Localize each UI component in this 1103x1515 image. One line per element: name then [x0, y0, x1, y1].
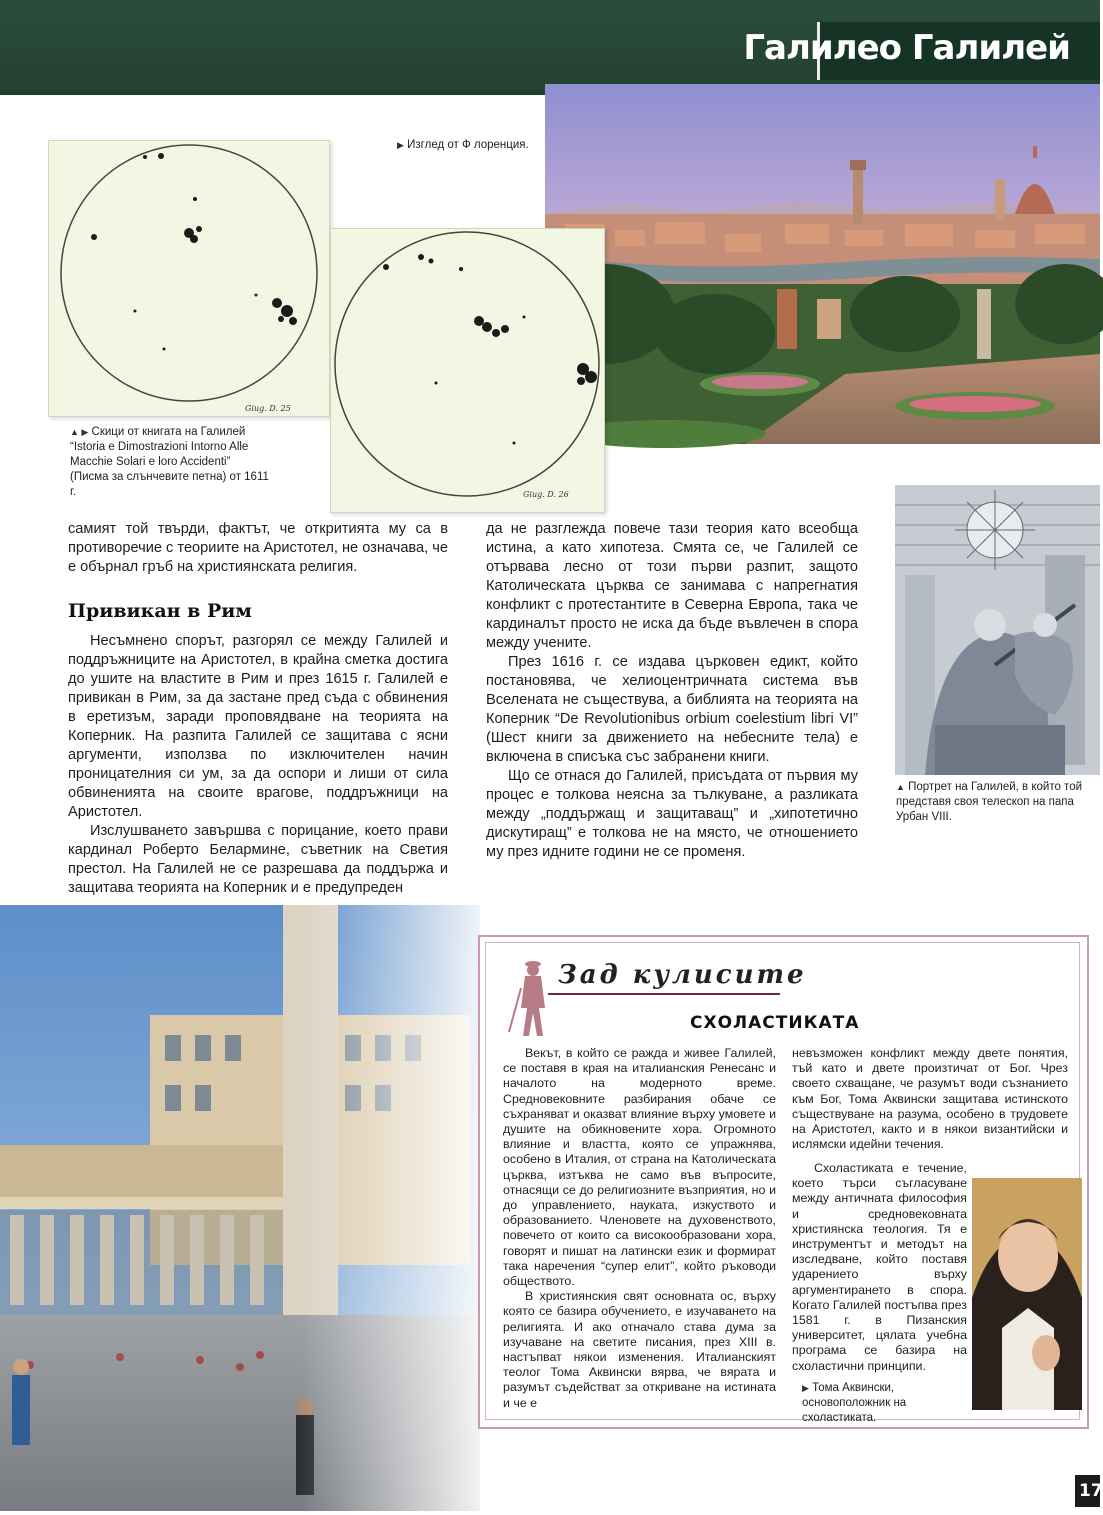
thomas-caption-text: Тома Аквински, основоположник на схоластиката. — [802, 1382, 907, 1424]
article-left-column — [68, 632, 448, 898]
article-intro: самият той твърди, фактът, че откритията му са в противоречие с теориите на Аристотел, не означава, че е обърнал гръб на християнската религия. — [68, 521, 448, 575]
thomas-caption — [802, 1381, 967, 1426]
galileo-portrait-engraving — [895, 485, 1100, 775]
thomas-aquinas-portrait — [972, 1178, 1082, 1410]
caption-arrow-icon: ▶ — [397, 140, 404, 150]
section-heading: Привикан в Рим — [68, 600, 252, 622]
florence-photo — [545, 84, 1100, 444]
sidebar-heading: Зад кулисите — [558, 960, 807, 990]
sketches-caption-text: Скици от книгата на Галилей “Istoria e Dimostrazioni Intorno Alle Macchie Solari e loro Accidenti” (Писма за слънчевите петна) от 1611 г. — [70, 426, 269, 498]
caption-arrow-icon: ▶ — [802, 1383, 809, 1393]
article-right-column — [486, 520, 858, 862]
page-title: Галилео Галилей — [743, 28, 1070, 68]
portrait-caption-text: Портрет на Галилей, в който той представя своя телескоп на папа Урбан VIII. — [896, 781, 1083, 823]
article-paragraph: През 1616 г. се издава църковен едикт, който постановява, че хелиоцентричната система във Вселената не съществува, а библията на теорията на Коперник “De Revolutionibus orbium coelestium libri VI” (Шест книги за движението на небесните тела) е включена в списъка със забранени книги. — [486, 654, 858, 765]
page-number: 17 — [1075, 1475, 1100, 1507]
article-paragraph: да не разглежда повече тази теория като всеобща истина, а като хипотеза. Смята се, че Галилей се отървава лесно от този първи разпит, защото Католическата църква се занимава с напрегнатия конфликт с протестантите в Северна Европа, така че кардиналът просто не иска да бъде въвлечен в спора между учените. — [486, 521, 858, 651]
portrait-caption — [896, 780, 1096, 825]
sidebar-left-column — [503, 1046, 776, 1411]
article-paragraph: Изслушването завършва с порицание, което прави кардинал Роберто Беларминe, съветник на Светия престол. На Галилей не се разрешава да поддържа и защитава теорията на Коперник и е предупреден — [68, 823, 448, 896]
sunspot-sketch-2 — [330, 228, 605, 513]
sketch-1-label: Giug. D. 25 — [245, 404, 291, 413]
florence-caption-text: Изглед от Ф лоренция. — [407, 139, 529, 151]
sidebar-right-top: невъзможен конфликт между двете понятия, тъй като и двете произтичат от Бог. Чрез своето схващане, че разумът води съзнанието към Бог, Тома Аквински защитава истинското съществуване на разума, особено в трудовете на Аристотел, както и в някои византийски и ислямски идейни течения. — [792, 1046, 1068, 1152]
caption-arrows-icon: ▲ ▶ — [70, 427, 89, 437]
sidebar-subheading: СХОЛАСТИКАТА — [690, 1013, 860, 1033]
florence-caption — [397, 138, 547, 153]
sketches-caption — [70, 425, 270, 500]
caption-arrow-up-icon: ▲ — [896, 782, 905, 792]
article-paragraph: Несъмнено спорът, разгорял се между Галилей и поддръжниците на Аристотел, в крайна сметка достига до ушите на властите в Рим и през 1615 г. Галилей е привикан в Рим, за да застане пред съда с обвинения в еретизъм, заради проповядване на теорията на Коперник. На разпита Галилей се защитава с ясни аргументи, използва по изключителен начин проницателния си ум, за да оспори и лиши от сила обвиненията на своите врагове, поддръжници на Аристотел. — [68, 633, 448, 820]
article-paragraph: Що се отнася до Галилей, присъдата от първия му процес е толкова неясна за тълкуване, а разликата между „поддържащ и защитаващ” и „хипотетично дискутиращ” е толкова не на място, че отношението му през идните години не се променя. — [486, 768, 858, 860]
sidebar-paragraph: В християнския свят основната ос, върху която се базира обучението, е изучаването на религията. И ако отначало става дума за изучаване на светите писания, през XIII в. настъпват някои изменения. Италианският теолог Тома Аквински вярва, че вярата и разумът съдействат за откриване на истината и че е — [503, 1289, 776, 1410]
sidebar-right-narrow: Схоластиката е течение, което търси съгласуване между античната философия и средновековната християнска теология. Тя е инструментът и методът на изследване, който поставя ударението върху аргументирането в спора. Когато Галилей постъпва през 1581 г. в Пизанския университет, цялата учебна програма се базира на схоластични принципи. — [792, 1161, 967, 1373]
sketch-2-label: Giug. D. 26 — [523, 490, 569, 499]
photo-fade-overlay — [300, 905, 500, 1511]
sidebar-paragraph: Векът, в който се ражда и живее Галилей, се поставя в края на италианския Ренесанс и началото на модерното време. Средновековните разбирания обаче се съхраняват и оказват влияние върху умовете и душите на обикновените хора. Огромното влияние и властта, която се упражнява, особено в Италия, от страна на Католическата църква, изтъква не само във въпросите, отнасящи се до религиозните възприятия, но и до управлението, науката, изкуството и образованието. Членовете на духовенството, повечето от които са високообразовани хора, говорят и пишат на латински език и формират така наречения “супер елит”, който ръководи обществото. — [503, 1046, 776, 1289]
sidebar-heading-rule — [548, 993, 780, 995]
sunspot-sketch-1 — [48, 140, 330, 417]
walking-man-silhouette-icon — [505, 958, 555, 1038]
